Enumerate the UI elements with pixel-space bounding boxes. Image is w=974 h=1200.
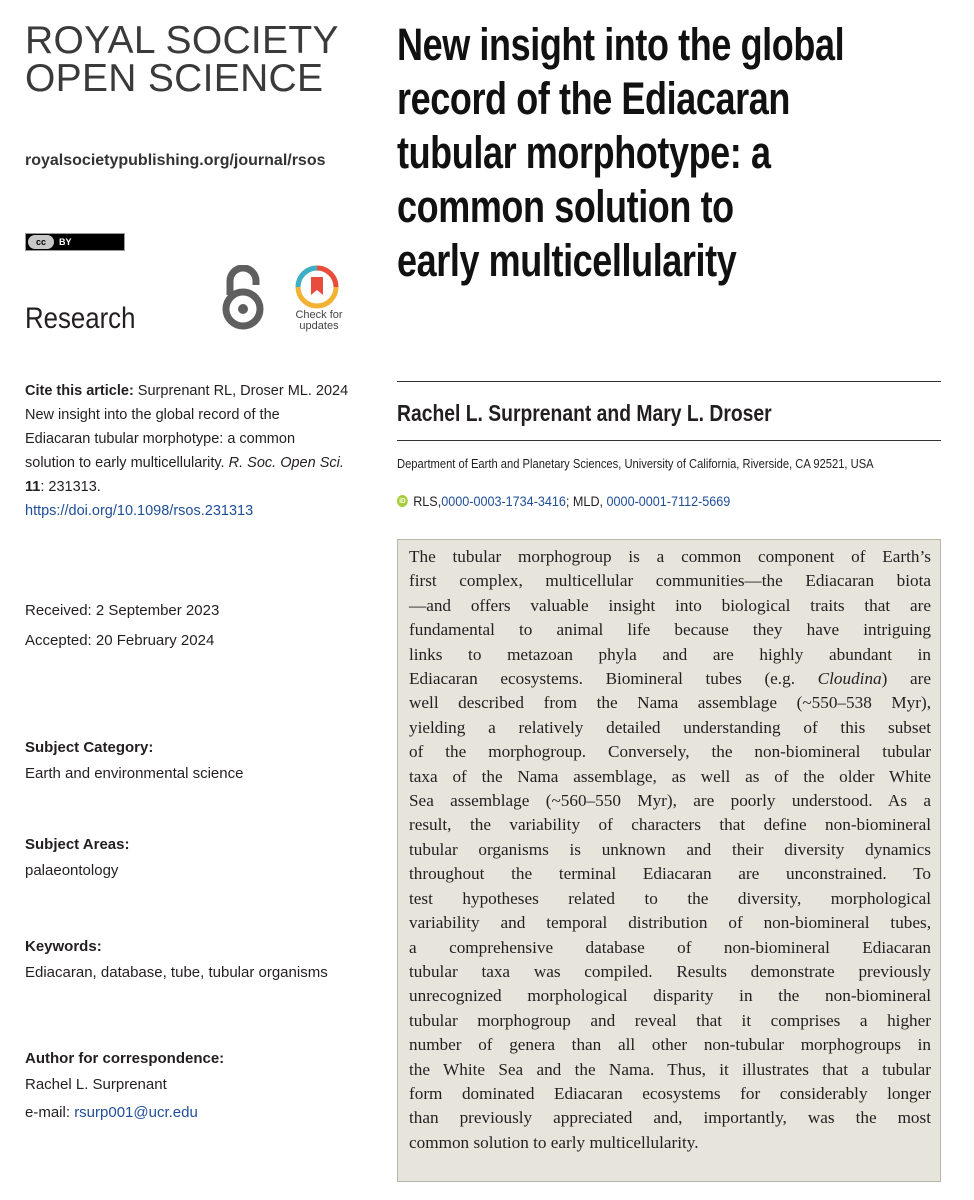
abstract-line: Sea assemblage (~560–550 Myr), are poorly understood. As a (409, 791, 931, 811)
title-line: New insight into the global (397, 19, 845, 70)
divider (397, 381, 941, 382)
orcid-icon: iD (397, 495, 408, 507)
cite-text: solution to early multicellularity. (25, 455, 225, 471)
correspondence (25, 1047, 224, 1125)
received-date: Received: 2 September 2023 (25, 602, 220, 619)
correspondence-label: Author for correspondence: (25, 1050, 225, 1067)
subject-areas-value: palaeontology (25, 862, 119, 879)
title-line: early multicellularity (397, 235, 737, 286)
orcid-line (397, 493, 730, 509)
abstract-line: tubular taxa was compiled. Results demonstrate previously (409, 961, 931, 981)
open-access-icon (220, 265, 266, 331)
journal-name-line2: OPEN SCIENCE (25, 57, 324, 100)
check-for-updates-line2: updates (299, 320, 339, 332)
keywords-value: Ediacaran, database, tube, tubular organisms (25, 964, 328, 981)
cite-text: Surprenant RL, Droser ML. 2024 (133, 383, 349, 399)
correspondence-name: Rachel L. Surprenant (25, 1076, 167, 1093)
check-for-updates-icon[interactable] (290, 265, 344, 311)
abstract-line: number of genera than all other non-tubular morphogroups in (409, 1035, 931, 1055)
check-for-updates-line1: Check for (295, 309, 343, 321)
abstract-line: form dominated Ediacaran ecosystems for considerably longer (409, 1083, 931, 1103)
abstract-line: throughout the terminal Ediacaran are unconstrained. To (409, 864, 931, 884)
subject-areas (25, 833, 129, 883)
abstract-line: well described from the Nama assemblage (~550–538 Myr), (409, 693, 931, 713)
abstract-line: Ediacaran ecosystems. Biomineral tubes (e.g. Cloudina) are (409, 669, 931, 689)
orcid-mld-link[interactable]: 0000-0001-7112-5669 (606, 493, 731, 509)
abstract-line: a comprehensive database of non-biomineral Ediacaran (409, 937, 931, 957)
divider (397, 440, 941, 441)
orcid-rls-label: RLS, (413, 493, 442, 509)
abstract-line: of the morphogroup. Conversely, the non-biomineral tubular (409, 742, 931, 762)
abstract-line: The tubular morphogroup is a common component of Earth’s (409, 547, 931, 566)
cite-label: Cite this article: (25, 383, 134, 399)
abstract-line: test hypotheses related to the diversity, morphological (409, 888, 931, 908)
orcid-mld-label: ; MLD, (565, 493, 607, 509)
abstract-line: unrecognized morphological disparity in the non-biomineral (409, 986, 931, 1006)
email-label: e-mail: (25, 1104, 75, 1121)
subject-areas-label: Subject Areas: (25, 836, 130, 853)
abstract-line: than previously appreciated and, importantly, was the most (409, 1108, 931, 1128)
subject-category-value: Earth and environmental science (25, 765, 244, 782)
abstract-line: first complex, multicellular communities—the Ediacaran biota (409, 571, 931, 591)
journal-url[interactable]: royalsocietypublishing.org/journal/rsos (25, 152, 326, 169)
abstract-line: result, the variability of characters that define non-biomineral (409, 815, 931, 835)
keywords-label: Keywords: (25, 938, 102, 955)
affiliation: Department of Earth and Planetary Sciences, University of California, Riverside, CA 92521, USA (397, 456, 874, 471)
abstract-line: tubular organisms is unknown and their diversity dynamics (409, 839, 931, 859)
citation-block (25, 379, 355, 523)
cc-by-license-badge[interactable] (25, 233, 125, 251)
by-label: BY (59, 237, 72, 247)
abstract-line: taxa of the Nama assemblage, as well as of the older White (409, 766, 931, 786)
abstract-line: variability and temporal distribution of non-biomineral tubes, (409, 913, 931, 933)
abstract-line: fundamental to animal life because they have intriguing (409, 620, 931, 640)
authors: Rachel L. Surprenant and Mary L. Droser (397, 400, 772, 426)
journal-name-line1: ROYAL SOCIETY (25, 19, 339, 62)
title-line: common solution to (397, 181, 734, 232)
cite-pages: : 231313. (40, 479, 101, 495)
subject-category-label: Subject Category: (25, 739, 154, 756)
section-label: Research (25, 302, 136, 335)
abstract-line: links to metazoan phyla and are highly abundant in (409, 644, 931, 664)
cc-icon: cc (28, 235, 54, 249)
cite-text: Ediacaran tubular morphotype: a common (25, 431, 296, 447)
cite-text: New insight into the global record of the (25, 407, 280, 423)
orcid-rls-link[interactable]: 0000-0003-1734-3416 (441, 493, 566, 509)
email-link[interactable]: rsurp001@ucr.edu (74, 1104, 198, 1121)
cite-volume: 11 (25, 479, 41, 495)
keywords (25, 935, 328, 985)
title-line: record of the Ediacaran (397, 73, 790, 124)
taxon-name: Cloudina (817, 669, 882, 689)
cite-journal: R. Soc. Open Sci. (228, 455, 344, 471)
check-for-updates-label[interactable] (286, 310, 352, 332)
doi-link[interactable]: https://doi.org/10.1098/rsos.231313 (25, 503, 254, 519)
accepted-date: Accepted: 20 February 2024 (25, 632, 215, 649)
abstract-line: the White Sea and the Nama. Thus, it illustrates that a tubular (409, 1059, 931, 1079)
abstract-line: —and offers valuable insight into biological traits that are (409, 595, 931, 615)
journal-logo (25, 19, 339, 100)
abstract-line: yielding a relatively detailed understanding of this subset (409, 717, 931, 737)
subject-category (25, 736, 243, 786)
abstract (409, 545, 931, 1155)
abstract-line: tubular morphogroup and reveal that it comprises a higher (409, 1010, 931, 1030)
article-title (397, 18, 957, 288)
title-line: tubular morphotype: a (397, 127, 771, 178)
abstract-line: common solution to early multicellularity. (409, 1132, 699, 1152)
